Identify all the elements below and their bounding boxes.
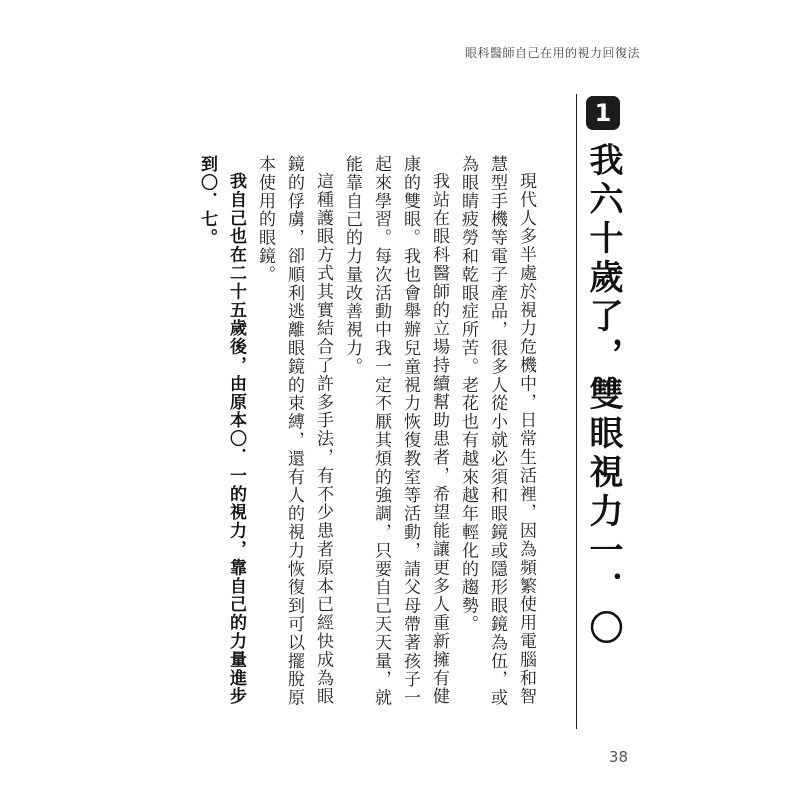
paragraph-2: 我站在眼科醫師的立場持續幫助患者，希望能讓更多人重新擁有健康的雙眼。我也會舉辦兒童視力恢復教室等活動，請父母帶著孩子一起來學習。每次活動中我一定不厭其煩的強調，只要自己天天量，就能靠自己的力量改善視力。 (342, 155, 449, 707)
page-number: 38 (608, 748, 628, 766)
chapter-divider-line (576, 94, 577, 729)
chapter-title: 我六十歲了，雙眼視力一．〇 (583, 142, 623, 649)
chapter-number-badge: 1 (586, 96, 620, 130)
paragraph-4-bold: 我自己也在二十五歲後，由原本〇．一的視力，靠自己的力量進步到〇．七。 (197, 155, 246, 706)
paragraph-1: 現代人多半處於視力危機中，日常生活裡，因為頻繁使用電腦和智慧型手機等電子產品，很多人從小就必須和眼鏡或隱形眼鏡為伍，或為眼睛疲勞和乾眼症所苦。老花也有越來越年輕化的趨勢。 (458, 155, 536, 707)
body-text (192, 155, 540, 710)
book-page (197, 30, 650, 775)
paragraph-3: 這種護眼方式其實結合了許多手法，有不少患者原本已經快成為眼鏡的俘虜，卻順利逃離眼鏡的束縛，還有人的視力恢復到可以擺脫原本使用的眼鏡。 (255, 155, 333, 707)
running-header: 眼科醫師自己在用的視力回復法 (464, 46, 640, 60)
